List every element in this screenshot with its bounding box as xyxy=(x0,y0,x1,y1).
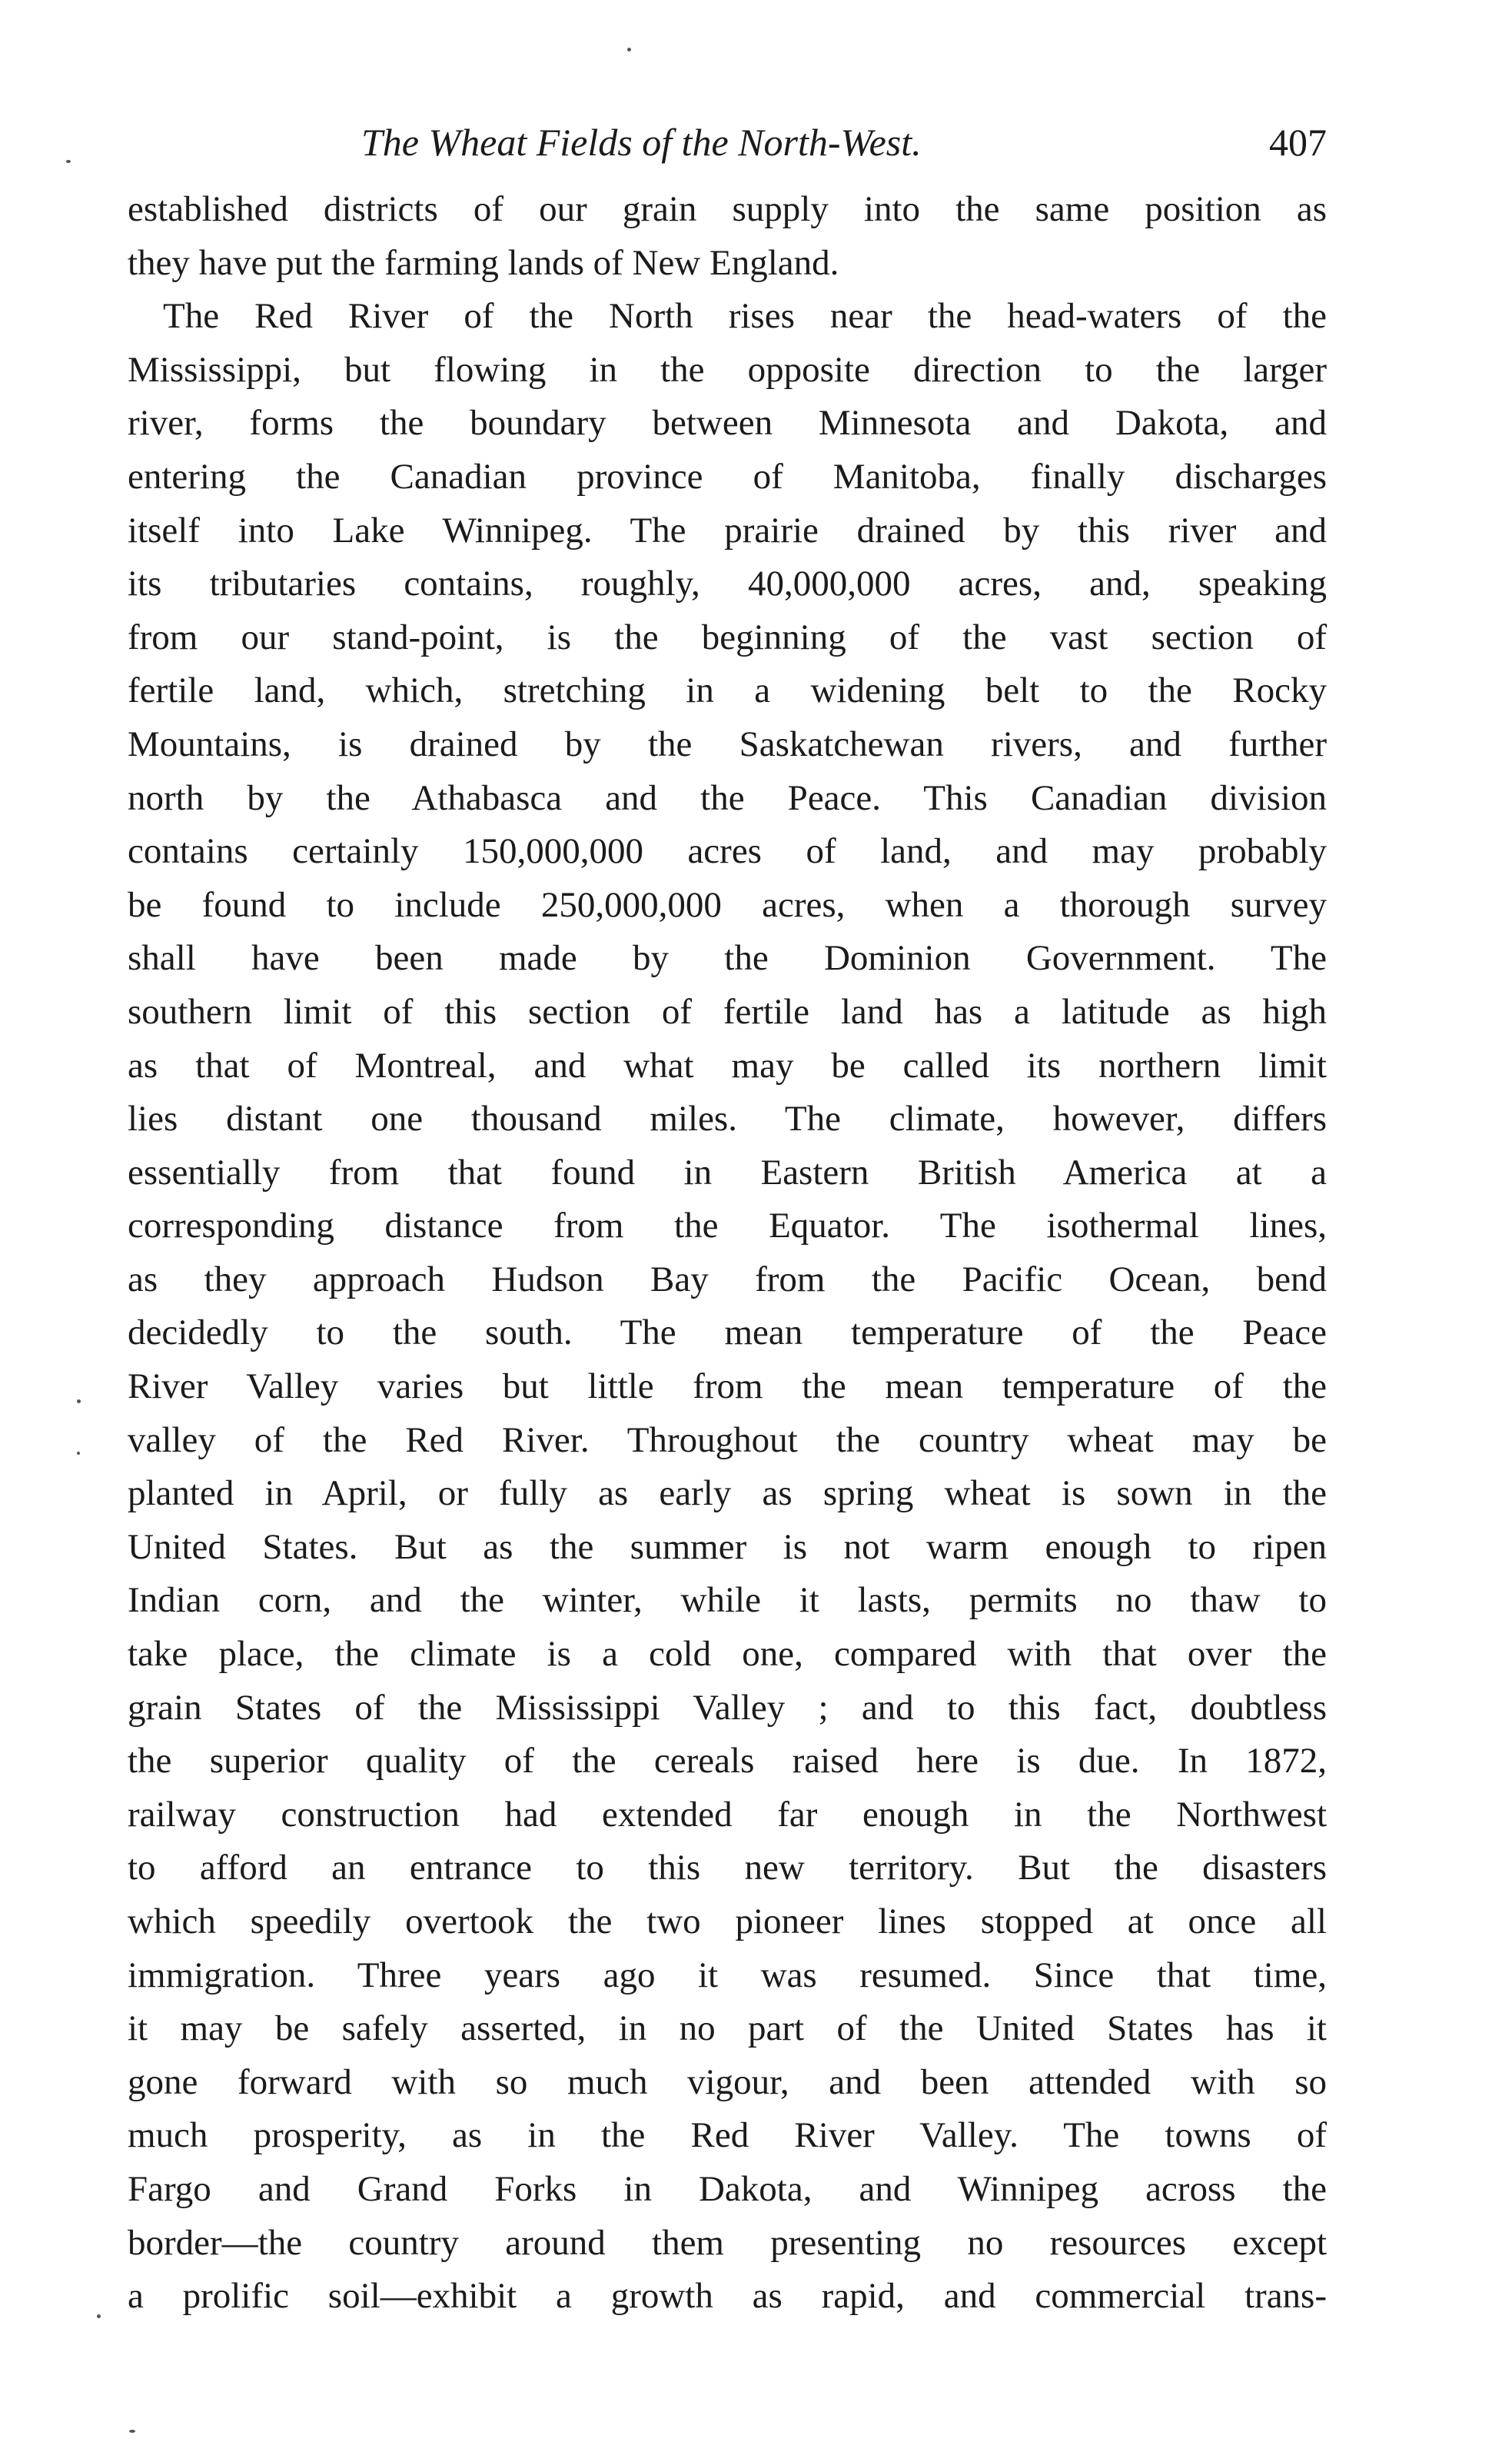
text-line: river, forms the boundary between Minnesota and Dakota, and xyxy=(128,403,1327,444)
text-line: itself into Lake Winnipeg. The prairie drained by this river and xyxy=(128,510,1327,551)
text-line: grain States of the Mississippi Valley ; and to this fact, doubtless xyxy=(128,1687,1327,1728)
text-line: valley of the Red River. Throughout the country wheat may be xyxy=(128,1419,1327,1460)
text-line: corresponding distance from the Equator. The isothermal lines, xyxy=(128,1206,1327,1246)
text-line: the superior quality of the cereals raised here is due. In 1872, xyxy=(128,1741,1327,1782)
text-line: entering the Canadian province of Manitoba, finally discharges xyxy=(128,456,1327,497)
text-line: southern limit of this section of fertile land has a latitude as high xyxy=(128,991,1327,1032)
body-text xyxy=(128,183,1327,2324)
text-line: its tributaries contains, roughly, 40,000,000 acres, and, speaking xyxy=(128,564,1327,604)
text-line: from our stand-point, is the beginning of the vast section of xyxy=(128,617,1327,657)
text-line: shall have been made by the Dominion Government. The xyxy=(128,938,1327,979)
text-line: Fargo and Grand Forks in Dakota, and Winnipeg across the xyxy=(128,2168,1327,2209)
text-line: Indian corn, and the winter, while it lasts, permits no thaw to xyxy=(128,1580,1327,1621)
text-line: north by the Athabasca and the Peace. This Canadian division xyxy=(128,777,1327,818)
text-line: fertile land, which, stretching in a widening belt to the Rocky xyxy=(128,670,1327,711)
scan-speck xyxy=(627,48,631,52)
page-number: 407 xyxy=(1269,121,1327,164)
text-line: lies distant one thousand miles. The climate, however, differs xyxy=(128,1099,1327,1139)
text-line: immigration. Three years ago it was resumed. Since that time, xyxy=(128,1955,1327,1995)
text-line: a prolific soil—exhibit a growth as rapid, and commercial trans- xyxy=(128,2276,1327,2317)
text-line: Mississippi, but flowing in the opposite direction to the larger xyxy=(128,349,1327,390)
text-line: decidedly to the south. The mean temperature of the Peace xyxy=(128,1313,1327,1353)
text-line: they have put the farming lands of New England. xyxy=(128,242,839,283)
text-line: River Valley varies but little from the mean temperature of the xyxy=(128,1366,1327,1407)
text-line: established districts of our grain supply into the same position as xyxy=(128,189,1327,229)
text-line: railway construction had extended far enough in the Northwest xyxy=(128,1794,1327,1835)
scan-speck xyxy=(66,160,71,163)
scan-speck xyxy=(77,1399,81,1403)
text-line: planted in April, or fully as early as spring wheat is sown in the xyxy=(128,1473,1327,1514)
text-line: which speedily overtook the two pioneer lines stopped at once all xyxy=(128,1901,1327,1941)
text-line: it may be safely asserted, in no part of the United States has it xyxy=(128,2008,1327,2049)
text-line: as that of Montreal, and what may be called its northern limit xyxy=(128,1045,1327,1086)
scan-speck xyxy=(129,2430,135,2433)
text-line: United States. But as the summer is not warm enough to ripen xyxy=(128,1526,1327,1567)
text-line: border—the country around them presenting no resources except xyxy=(128,2222,1327,2263)
scan-speck xyxy=(97,2314,101,2318)
scan-speck xyxy=(77,1452,80,1455)
text-line: to afford an entrance to this new territory. But the disasters xyxy=(128,1848,1327,1888)
text-line: gone forward with so much vigour, and been attended with so xyxy=(128,2061,1327,2102)
text-line: take place, the climate is a cold one, compared with that over the xyxy=(128,1634,1327,1675)
text-line: essentially from that found in Eastern British America at a xyxy=(128,1152,1327,1193)
text-line: contains certainly 150,000,000 acres of land, and may probably xyxy=(128,831,1327,872)
text-line: The Red River of the North rises near the head-waters of the xyxy=(163,296,1327,337)
running-head xyxy=(128,115,1327,169)
text-line: as they approach Hudson Bay from the Pacific Ocean, bend xyxy=(128,1259,1327,1299)
text-line: Mountains, is drained by the Saskatchewan rivers, and further xyxy=(128,724,1327,764)
running-title: The Wheat Fields of the North-West. xyxy=(361,121,922,164)
text-line: much prosperity, as in the Red River Valley. The towns of xyxy=(128,2115,1327,2156)
text-line: be found to include 250,000,000 acres, when a thorough survey xyxy=(128,884,1327,925)
